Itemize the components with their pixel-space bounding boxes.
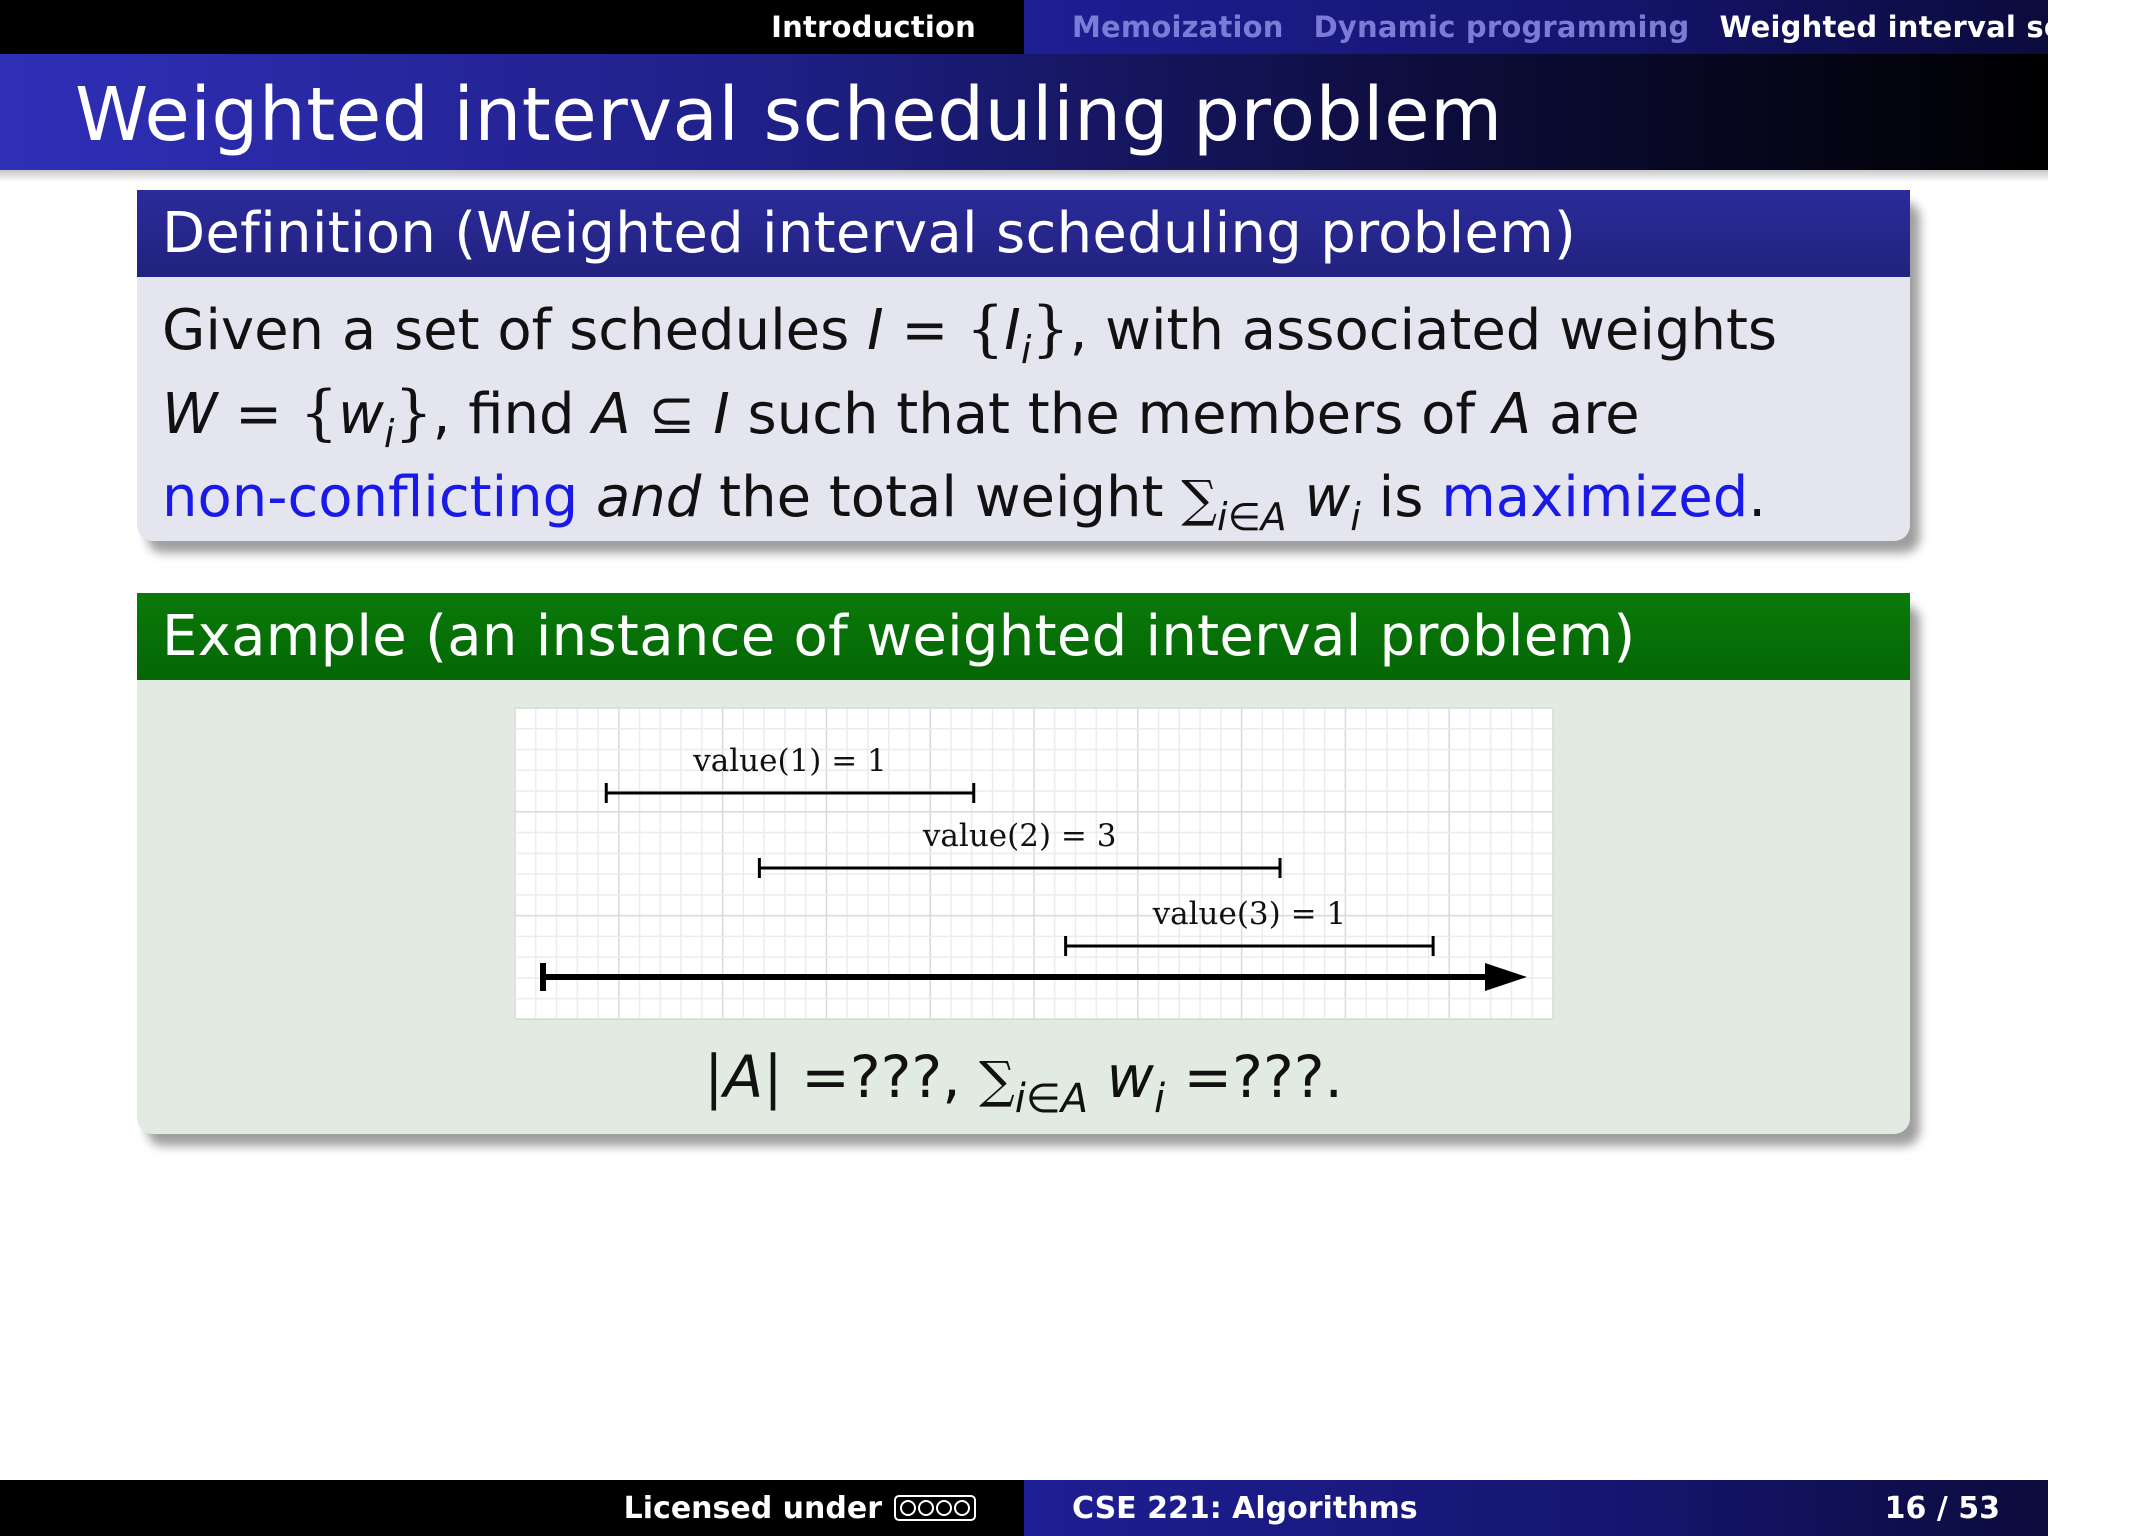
- definition-line-2: [162, 375, 1885, 459]
- interval-value-label: value(2) = 3: [922, 818, 1117, 854]
- section-navigation: [0, 0, 2123, 54]
- by-circle-icon: [918, 1500, 934, 1516]
- math-symbol: I: [713, 382, 730, 447]
- text-span: .: [1748, 465, 1767, 530]
- abs-bar: |: [704, 1043, 724, 1111]
- right-brace: }: [394, 378, 433, 448]
- nav-left-panel: [0, 0, 1024, 54]
- example-heading: Example (an instance of weighted interval problem): [137, 593, 1910, 680]
- left-brace: {: [299, 378, 339, 448]
- title-bar-shadow: [0, 170, 2048, 182]
- summation-symbol: ∑: [1181, 470, 1218, 528]
- creative-commons-icon[interactable]: [894, 1495, 976, 1521]
- nc-circle-icon: [936, 1500, 952, 1516]
- maximized-link[interactable]: maximized: [1441, 465, 1749, 530]
- definition-body: [137, 277, 1910, 542]
- nav-section-dynamic-programming[interactable]: Dynamic programming: [1313, 10, 1690, 44]
- nav-section-memoization[interactable]: Memoization: [1072, 10, 1284, 44]
- left-brace: {: [966, 294, 1005, 364]
- math-symbol: A: [723, 1043, 764, 1111]
- subscript: i: [1020, 328, 1032, 372]
- math-symbol: I: [867, 298, 884, 363]
- text-span: is: [1360, 465, 1442, 530]
- text-span: are: [1531, 382, 1640, 447]
- text-span: the total weight: [701, 465, 1182, 530]
- title-bar: [0, 54, 2048, 170]
- footer: [0, 1480, 2048, 1536]
- unknown-value: =???,: [782, 1043, 980, 1111]
- definition-line-3: [162, 459, 1885, 542]
- math-symbol: A: [592, 382, 631, 447]
- footer-right-panel: [1024, 1480, 2048, 1536]
- summation-subscript: i∈A: [1217, 495, 1287, 539]
- math-symbol: w: [338, 382, 384, 447]
- footer-left-panel: [0, 1480, 1024, 1536]
- text-span: , find: [432, 382, 593, 447]
- subscript: i: [1350, 495, 1361, 539]
- math-symbol: A: [1492, 382, 1532, 447]
- interval-value-label: value(1) = 1: [693, 743, 887, 779]
- example-formula: [137, 1043, 1910, 1122]
- right-brace: }: [1031, 294, 1070, 364]
- interval-diagram: [515, 708, 1553, 1018]
- license-text: Licensed under: [623, 1490, 882, 1526]
- definition-heading: Definition (Weighted interval scheduling problem): [137, 190, 1910, 277]
- subseteq-symbol: ⊆: [630, 382, 714, 447]
- text-span: Given a set of schedules: [162, 298, 868, 363]
- equals-sign: =: [883, 298, 967, 363]
- slide-title: Weighted interval scheduling problem: [75, 72, 1503, 158]
- sa-circle-icon: [954, 1500, 970, 1516]
- interval-value-label: value(3) = 1: [1152, 896, 1347, 932]
- math-symbol: W: [162, 382, 218, 447]
- course-name: CSE 221: Algorithms: [1072, 1490, 1418, 1526]
- abs-bar: |: [763, 1043, 783, 1111]
- math-symbol: w: [1088, 1043, 1154, 1111]
- emphasis-and: and: [595, 465, 702, 530]
- text-span: such that the members of: [729, 382, 1493, 447]
- text-span: , with associated weights: [1069, 298, 1778, 363]
- cc-circle-icon: [900, 1500, 916, 1516]
- definition-block: [137, 190, 1910, 541]
- definition-line-1: [162, 291, 1885, 375]
- math-symbol: w: [1304, 465, 1351, 530]
- nav-right-panel: [1024, 0, 2123, 54]
- page-number[interactable]: 16 / 53: [1884, 1490, 2000, 1526]
- summation-symbol: ∑: [979, 1051, 1015, 1109]
- nav-section-introduction[interactable]: Introduction: [771, 10, 976, 44]
- subscript: i: [383, 412, 395, 456]
- non-conflicting-link[interactable]: non-conflicting: [162, 465, 579, 530]
- unknown-value: =???.: [1165, 1043, 1343, 1111]
- subscript: i: [1154, 1076, 1166, 1122]
- nav-section-weighted-interval[interactable]: Weighted interval sched: [1719, 10, 2123, 44]
- summation-subscript: i∈A: [1014, 1076, 1089, 1122]
- equals-sign: =: [217, 382, 300, 447]
- math-symbol: I: [1004, 298, 1021, 363]
- example-block: [137, 593, 1910, 1134]
